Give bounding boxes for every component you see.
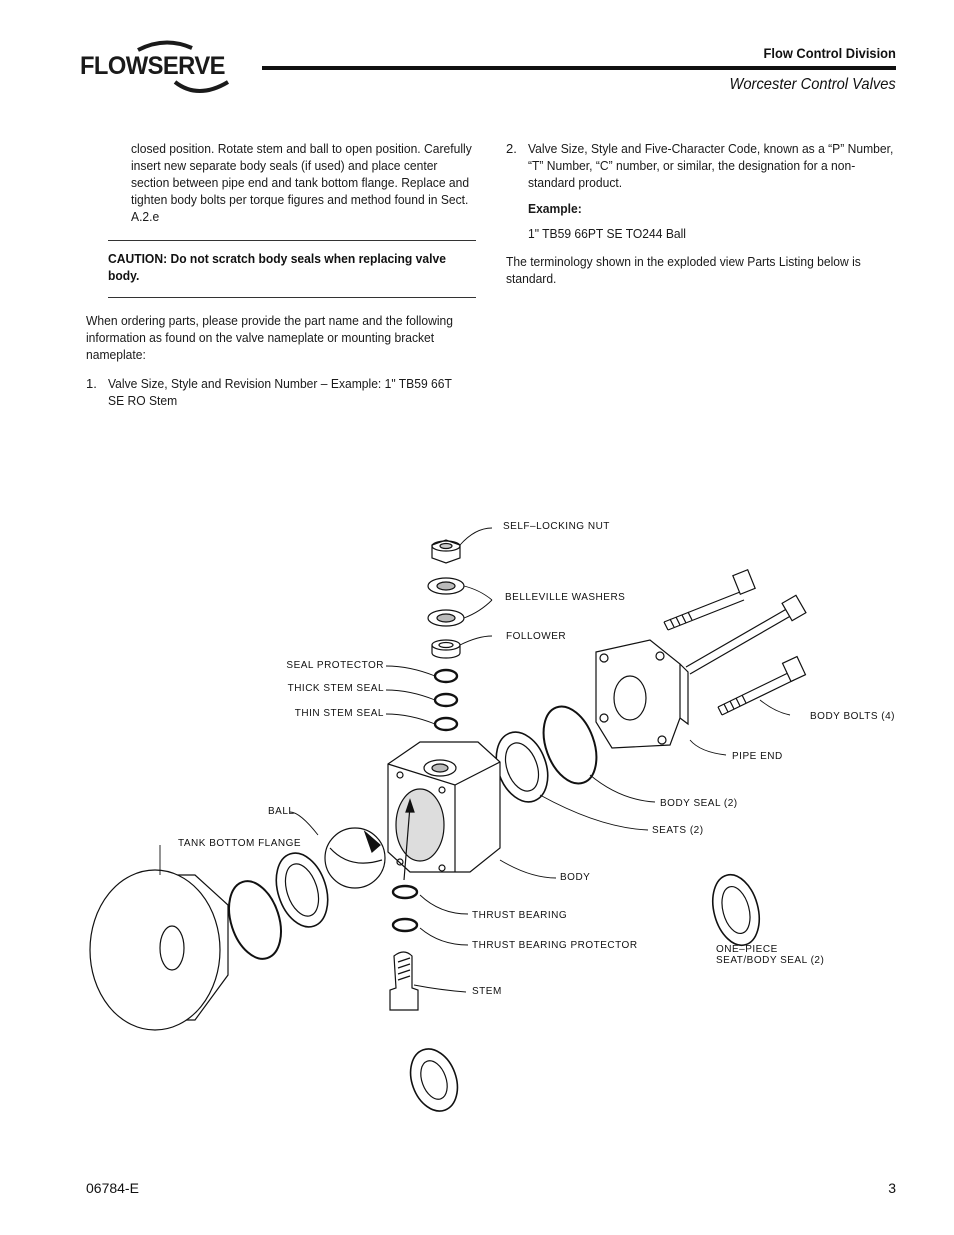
- header-rule: [262, 66, 896, 70]
- label-one-piece: ONE–PIECE: [716, 944, 778, 955]
- order-item-1: [86, 375, 476, 415]
- one-piece-seat-body-seal-icon: [705, 870, 766, 951]
- thrust-bearing-protector-icon: [393, 919, 417, 931]
- label-body-seal: BODY SEAL (2): [660, 798, 738, 809]
- thrust-bearing-icon: [393, 886, 417, 898]
- logo-wordmark: FLOWSERVE: [80, 52, 225, 80]
- label-self-locking-nut: SELF–LOCKING NUT: [503, 521, 610, 532]
- page-number: 3: [888, 1180, 896, 1196]
- pipe-end-icon: [596, 640, 688, 748]
- label-seat-body-seal: SEAT/BODY SEAL (2): [716, 955, 825, 966]
- exploded-view-diagram: [0, 500, 954, 1120]
- order-item-1-text: Valve Size, Style and Revision Number – Example: 1" TB59 66T SE RO Stem: [108, 376, 452, 408]
- valve-body-icon: [388, 742, 500, 872]
- continued-paragraph: closed position. Rotate stem and ball to open position. Carefully insert new separate body seals (if used) and place center section between pipe end and tank bottom flange. Replace and tighten body bolts per torque figures and method found in Sect. A.2.e: [131, 141, 472, 224]
- label-thin-stem-seal: THIN STEM SEAL: [294, 708, 384, 719]
- seat-icon: [402, 1042, 465, 1117]
- terminology-note-block: [506, 253, 896, 287]
- caution-box: [108, 240, 476, 298]
- label-ball: BALL: [268, 806, 295, 817]
- example-label: Example:: [528, 201, 582, 216]
- thin-stem-seal-icon: [435, 718, 457, 730]
- division-title: Flow Control Division: [763, 45, 896, 61]
- label-stem: STEM: [472, 986, 502, 997]
- label-body: BODY: [560, 872, 591, 883]
- label-thrust-bearing-protector: THRUST BEARING PROTECTOR: [472, 940, 638, 951]
- example-value: 1" TB59 66PT SE TO244 Ball: [528, 226, 686, 241]
- belleville-washer-icon: [428, 610, 464, 626]
- label-belleville-washers: BELLEVILLE WASHERS: [505, 592, 626, 603]
- caution-text: CAUTION: Do not scratch body seals when replacing valve body.: [108, 251, 446, 283]
- continued-paragraph-block: [131, 140, 476, 225]
- ordering-intro: When ordering parts, please provide the part name and the following information as found on the valve nameplate or mounting bracket nameplate:: [86, 313, 453, 362]
- label-body-bolts: BODY BOLTS (4): [810, 711, 895, 722]
- order-item-2-text: Valve Size, Style and Five-Character Code, known as a “P” Number, “T” Number, “C” number, or similar, the designation for a non-standard product.: [528, 141, 894, 190]
- label-pipe-end: PIPE END: [732, 751, 783, 762]
- self-locking-nut-icon: [432, 540, 460, 563]
- terminology-note: The terminology shown in the exploded view Parts Listing below is standard.: [506, 254, 861, 286]
- ordering-intro-block: [86, 312, 476, 363]
- belleville-washer-icon: [428, 578, 464, 594]
- body-bolt-icon: [718, 657, 805, 715]
- tank-bottom-flange-icon: [90, 870, 228, 1030]
- product-line-subtitle: Worcester Control Valves: [729, 76, 896, 93]
- seal-protector-icon: [435, 670, 457, 682]
- label-thrust-bearing: THRUST BEARING: [472, 910, 568, 921]
- order-item-1-number: 1.: [86, 376, 97, 391]
- document-number: 06784-E: [86, 1180, 139, 1196]
- label-seal-protector: SEAL PROTECTOR: [286, 660, 384, 671]
- label-follower: FOLLOWER: [506, 631, 567, 642]
- order-item-2: [506, 140, 896, 196]
- follower-icon: [432, 640, 460, 658]
- stem-icon: [390, 952, 418, 1010]
- order-item-2-number: 2.: [506, 141, 517, 156]
- thick-stem-seal-icon: [435, 694, 457, 706]
- body-bolt-icon: [664, 570, 755, 630]
- label-tank-bottom-flange: TANK BOTTOM FLANGE: [178, 838, 302, 849]
- label-thick-stem-seal: THICK STEM SEAL: [287, 683, 384, 694]
- flowserve-logo: [80, 38, 245, 100]
- ball-icon: [325, 828, 385, 888]
- label-seats: SEATS (2): [652, 825, 704, 836]
